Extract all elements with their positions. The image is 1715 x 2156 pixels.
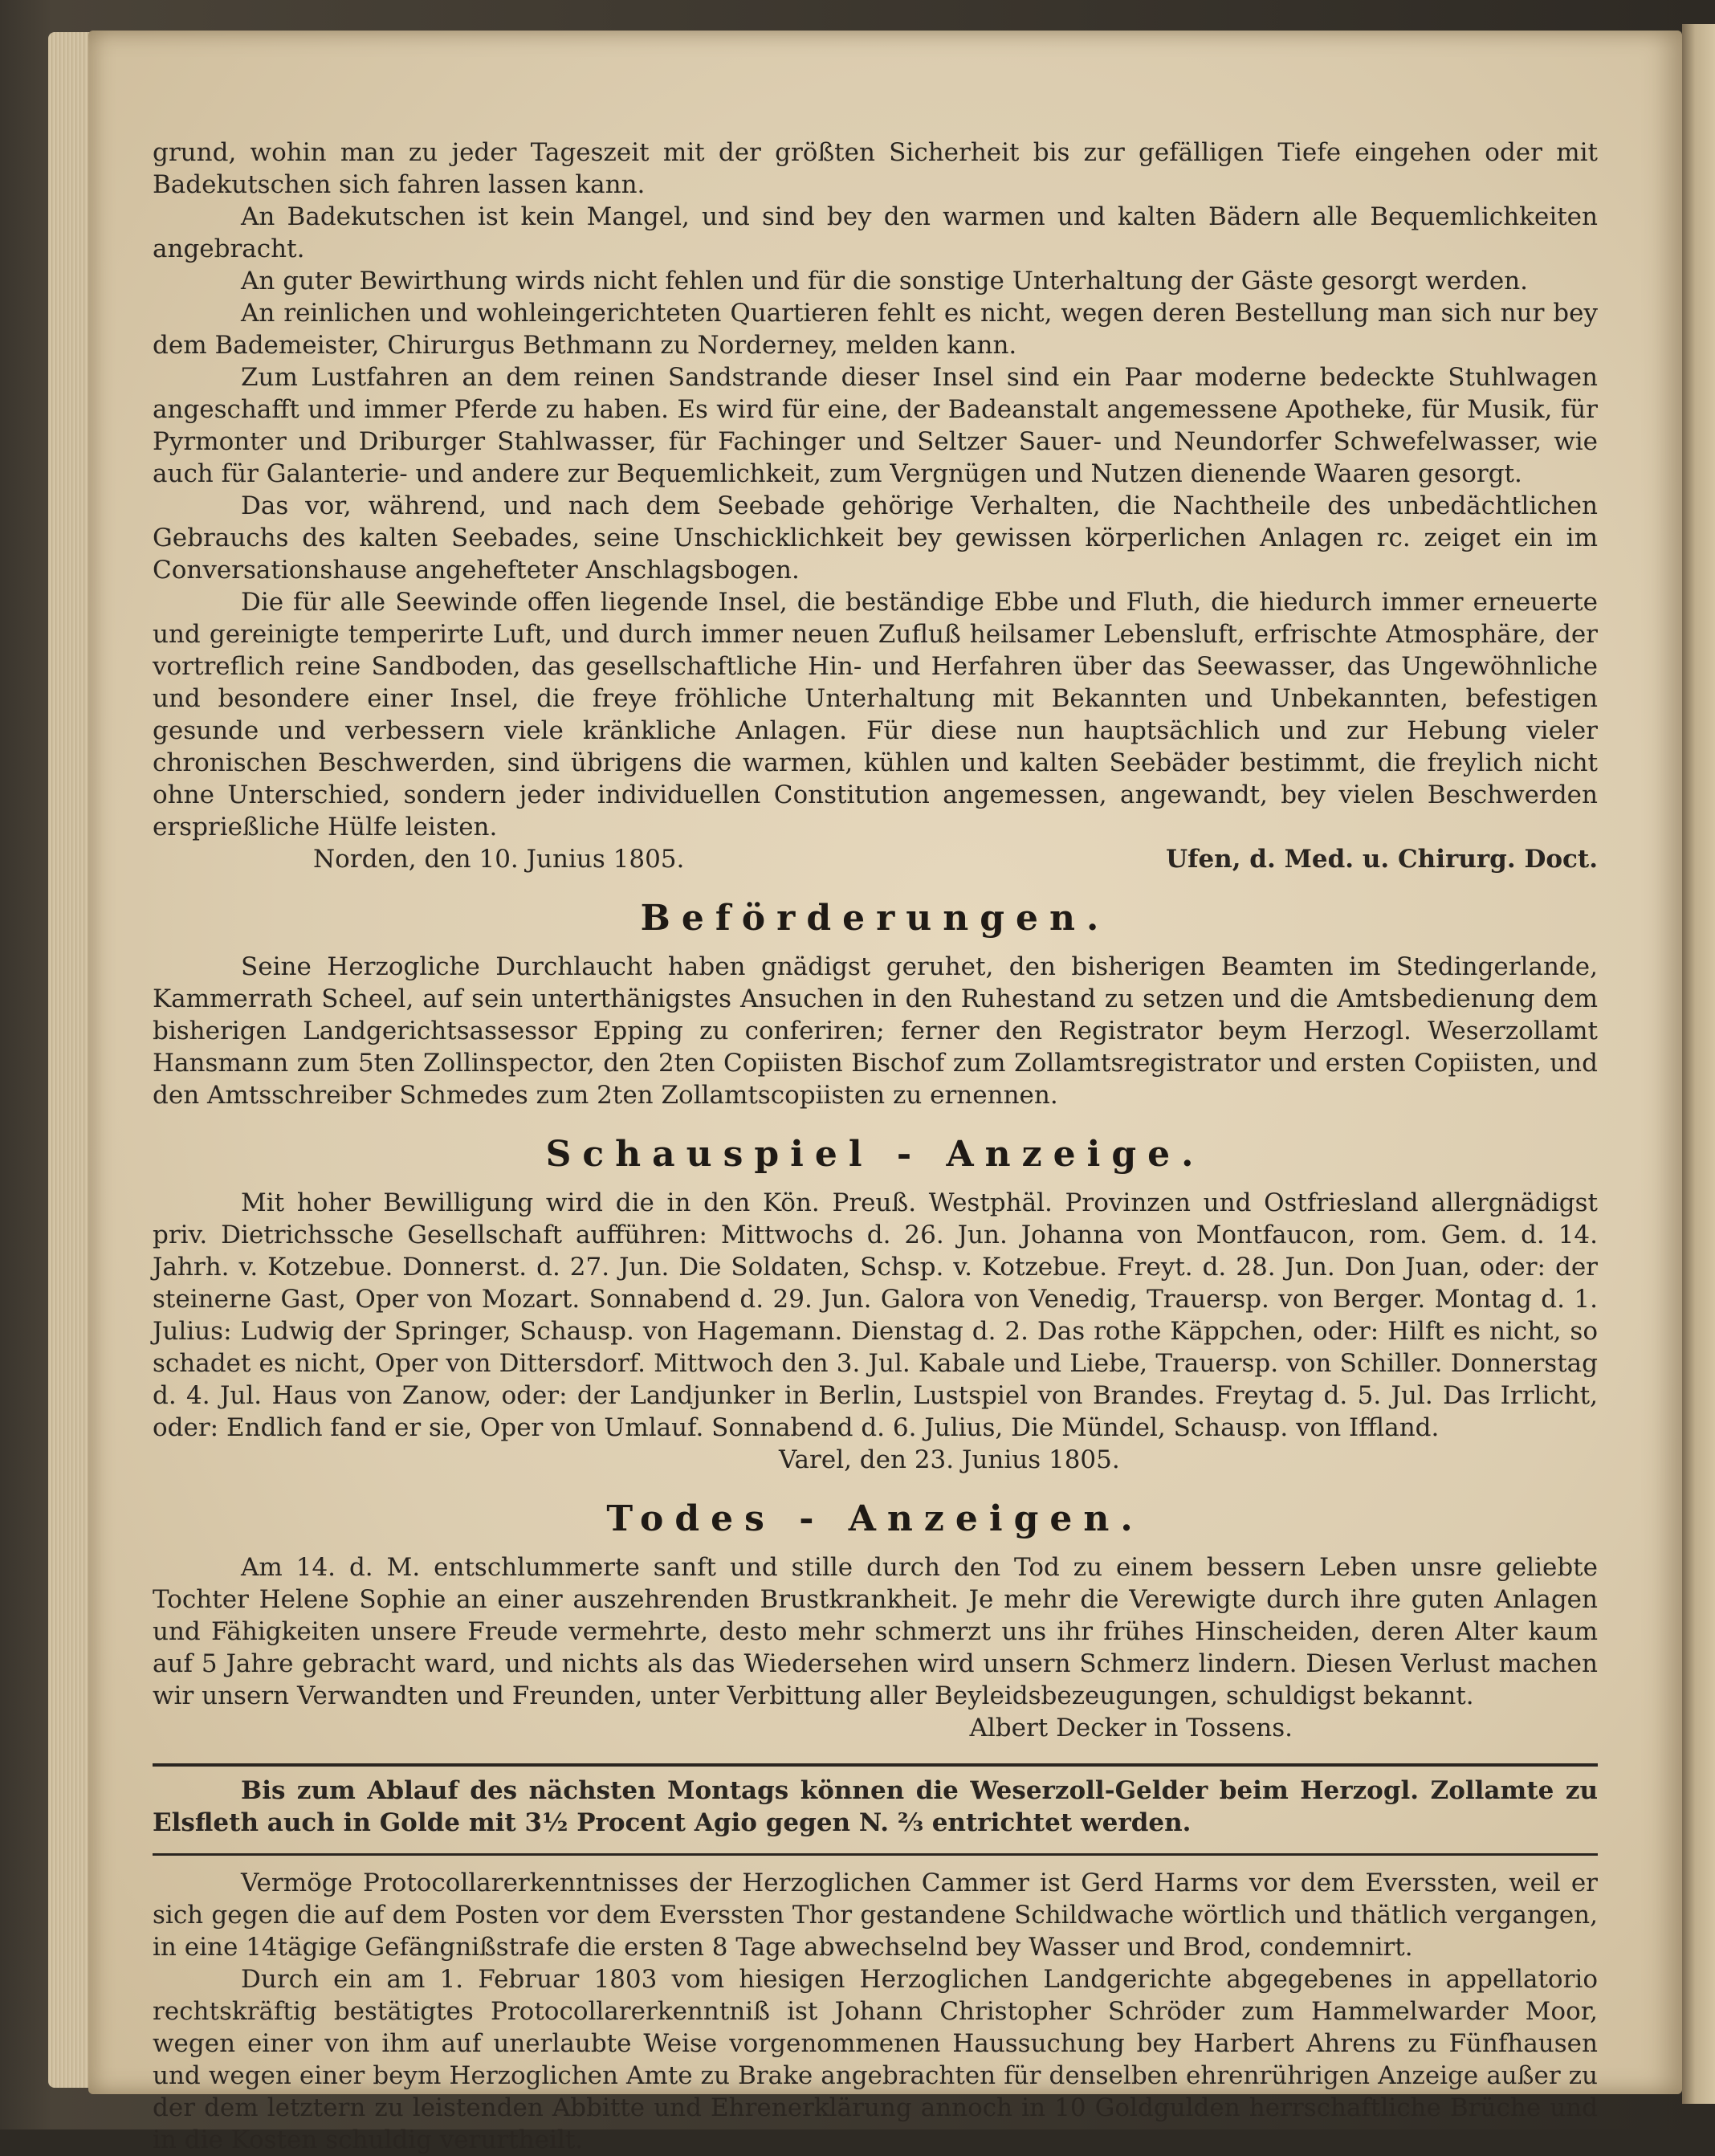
paragraph: Vermöge Protocollarerkenntnisses der Herzoglichen Cammer ist Gerd Harms vor dem Everssten, weil er sich gegen die auf dem Posten vor dem Everssten Thor gestandene Schildwache wörtlich und thätlich vergangen, in eine 14tägige Gefängnißstrafe die ersten 8 Tage abwechselnd bey Wasser und Brod, condemnirt. (153, 1869, 1598, 1962)
notice-paragraph: Bis zum Ablauf des nächsten Montags können die Weserzoll-Gelder beim Herzogl. Zollamte zu Elsfleth auch in Golde mit 3½ Procent Agio gegen N. ⅔ entrichtet werden. (153, 1776, 1598, 1837)
place-date: Norden, den 10. Junius 1805. (313, 845, 685, 874)
paragraph: An Badekutschen ist kein Mangel, und sind bey den warmen und kalten Bädern alle Bequemlichkeiten angebracht. (153, 202, 1598, 263)
paragraph: grund, wohin man zu jeder Tageszeit mit der größten Sicherheit bis zur gefälligen Tiefe eingehen oder mit Badekutschen sich fahren lassen kann. (153, 138, 1598, 199)
page-text (153, 137, 1598, 2156)
paragraph: Zum Lustfahren an dem reinen Sandstrande dieser Insel sind ein Paar moderne bedeckte Stuhlwagen angeschafft und immer Pferde zu haben. Es wird für eine, der Badeanstalt angemessene Apotheke, für Musik, für Pyrmonter und Driburger Stahlwasser, für Fachinger und Seltzer Sauer- und Neundorfer Schwefelwasser, wie auch für Galanterie- und andere zur Bequemlichkeit, zum Vergnügen und Nutzen dienende Waaren gesorgt. (153, 363, 1598, 488)
paragraph: An reinlichen und wohleingerichteten Quartieren fehlt es nicht, wegen deren Bestellung man sich nur bey dem Bademeister, Chirurgus Bethmann zu Norderney, melden kann. (153, 299, 1598, 360)
signature: Ufen, d. Med. u. Chirurg. Doct. (1166, 845, 1598, 874)
place-date: Varel, den 23. Junius 1805. (779, 1445, 1120, 1474)
paragraph: Seine Herzogliche Durchlaucht haben gnädigst geruhet, den bisherigen Beamten im Stedingerlande, Kammerrath Scheel, auf sein unterthänigstes Ansuchen in den Ruhestand zu setzen und die Amtsbedienung dem bisherigen Landgerichtsassessor Epping zu conferiren; ferner den Registrator beym Herzogl. Weserzollamt Hansmann zum 5ten Zollinspector, den 2ten Copiisten Bischof zum Zollamtsregistrator und ersten Copiisten, und den Amtsschreiber Schmedes zum 2ten Zollamtscopiisten zu ernennen. (153, 952, 1598, 1110)
paragraph: Das vor, während, und nach dem Seebade gehörige Verhalten, die Nachtheile des unbedächtlichen Gebrauchs des kalten Seebades, seine Unschicklichkeit bey gewissen körperlichen Anlagen rc. zeiget ein im Conversationshause angehefteter Anschlagsbogen. (153, 491, 1598, 585)
section-heading: Schauspiel - Anzeige. (545, 1134, 1205, 1175)
divider (153, 1763, 1598, 1767)
signature-line (153, 843, 1598, 875)
facing-page-edge (1682, 24, 1715, 2104)
section-heading: Beförderungen. (640, 898, 1110, 939)
paragraph: Am 14. d. M. entschlummerte sanft und stille durch den Tod zu einem bessern Leben unsre geliebte Tochter Helene Sophie an einer auszehrenden Brustkrankheit. Je mehr die Verewigte durch ihre guten Anlagen und Fähigkeiten unsere Freude vermehrte, desto mehr schmerzt uns ihr frühes Hinscheiden, deren Alter kaum auf 5 Jahre gebracht ward, und nichts als das Wiedersehen wird unsern Schmerz lindern. Diesen Verlust machen wir unsern Verwandten und Freunden, unter Verbittung aller Beyleidsbezeugungen, schuldigst bekannt. (153, 1553, 1598, 1710)
paragraph: Mit hoher Bewilligung wird die in den Kön. Preuß. Westphäl. Provinzen und Ostfriesland allergnädigst priv. Dietrichssche Gesellschaft aufführen: Mittwochs d. 26. Jun. Johanna von Montfaucon, rom. Gem. d. 14. Jahrh. v. Kotzebue. Donnerst. d. 27. Jun. Die Soldaten, Schsp. v. Kotzebue. Freyt. d. 28. Jun. Don Juan, oder: der steinerne Gast, Oper von Mozart. Sonnabend d. 29. Jun. Galora von Venedig, Trauersp. von Berger. Montag d. 1. Julius: Ludwig der Springer, Schausp. von Hagemann. Dienstag d. 2. Das rothe Käppchen, oder: Hilft es nicht, so schadet es nicht, Oper von Dittersdorf. Mittwoch den 3. Jul. Kabale und Liebe, Trauersp. von Schiller. Donnerstag d. 4. Jul. Haus von Zanow, oder: der Landjunker in Berlin, Lustspiel von Brandes. Freytag d. 5. Jul. Das Irrlicht, oder: Endlich fand er sie, Oper von Umlauf. Sonnabend d. 6. Julius, Die Mündel, Schausp. von Iffland. (153, 1188, 1598, 1442)
signature-line (153, 1444, 1598, 1476)
signature: Albert Decker in Tossens. (969, 1714, 1293, 1742)
paragraph: An guter Bewirthung wirds nicht fehlen und für die sonstige Unterhaltung der Gäste gesorgt werden. (241, 267, 1529, 295)
section-heading: Todes - Anzeigen. (606, 1498, 1144, 1539)
paragraph: Durch ein am 1. Februar 1803 vom hiesigen Herzoglichen Landgerichte abgegebenes in appellatorio rechtskräftig bestätigtes Protocollarerkenntniß ist Johann Christopher Schröder zum Hammelwarder Moor, wegen einer von ihm auf unerlaubte Weise vorgenommenen Haussuchung bey Harbert Ahrens zu Fünfhausen und wegen einer beym Herzoglichen Amte zu Brake angebrachten für denselben ehrenrührigen Anzeige außer zu der dem letztern zu leistenden Abbitte und Ehrenerklärung annoch in 10 Goldgulden herrschaftliche Brüche und in die Kosten schuldig verurtheilt. (153, 1965, 1598, 2154)
paragraph: Die für alle Seewinde offen liegende Insel, die beständige Ebbe und Fluth, die hiedurch immer erneuerte und gereinigte temperirte Luft, und durch immer neuen Zufluß heilsamer Lebensluft, erfrischte Atmosphäre, der vortreflich reine Sandboden, das gesellschaftliche Hin- und Herfahren über das Seewasser, das Ungewöhnliche und besondere einer Insel, die freye fröhliche Unterhaltung mit Bekannten und Unbekannten, befestigen gesunde und verbessern viele kränkliche Anlagen. Für diese nun hauptsächlich und zur Hebung vieler chronischen Beschwerden, sind übrigens die warmen, kühlen und kalten Seebäder bestimmt, die freylich nicht ohne Unterschied, sondern jeder individuellen Constitution angemessen, angewandt, bey vielen Beschwerden ersprießliche Hülfe leisten. (153, 588, 1598, 842)
